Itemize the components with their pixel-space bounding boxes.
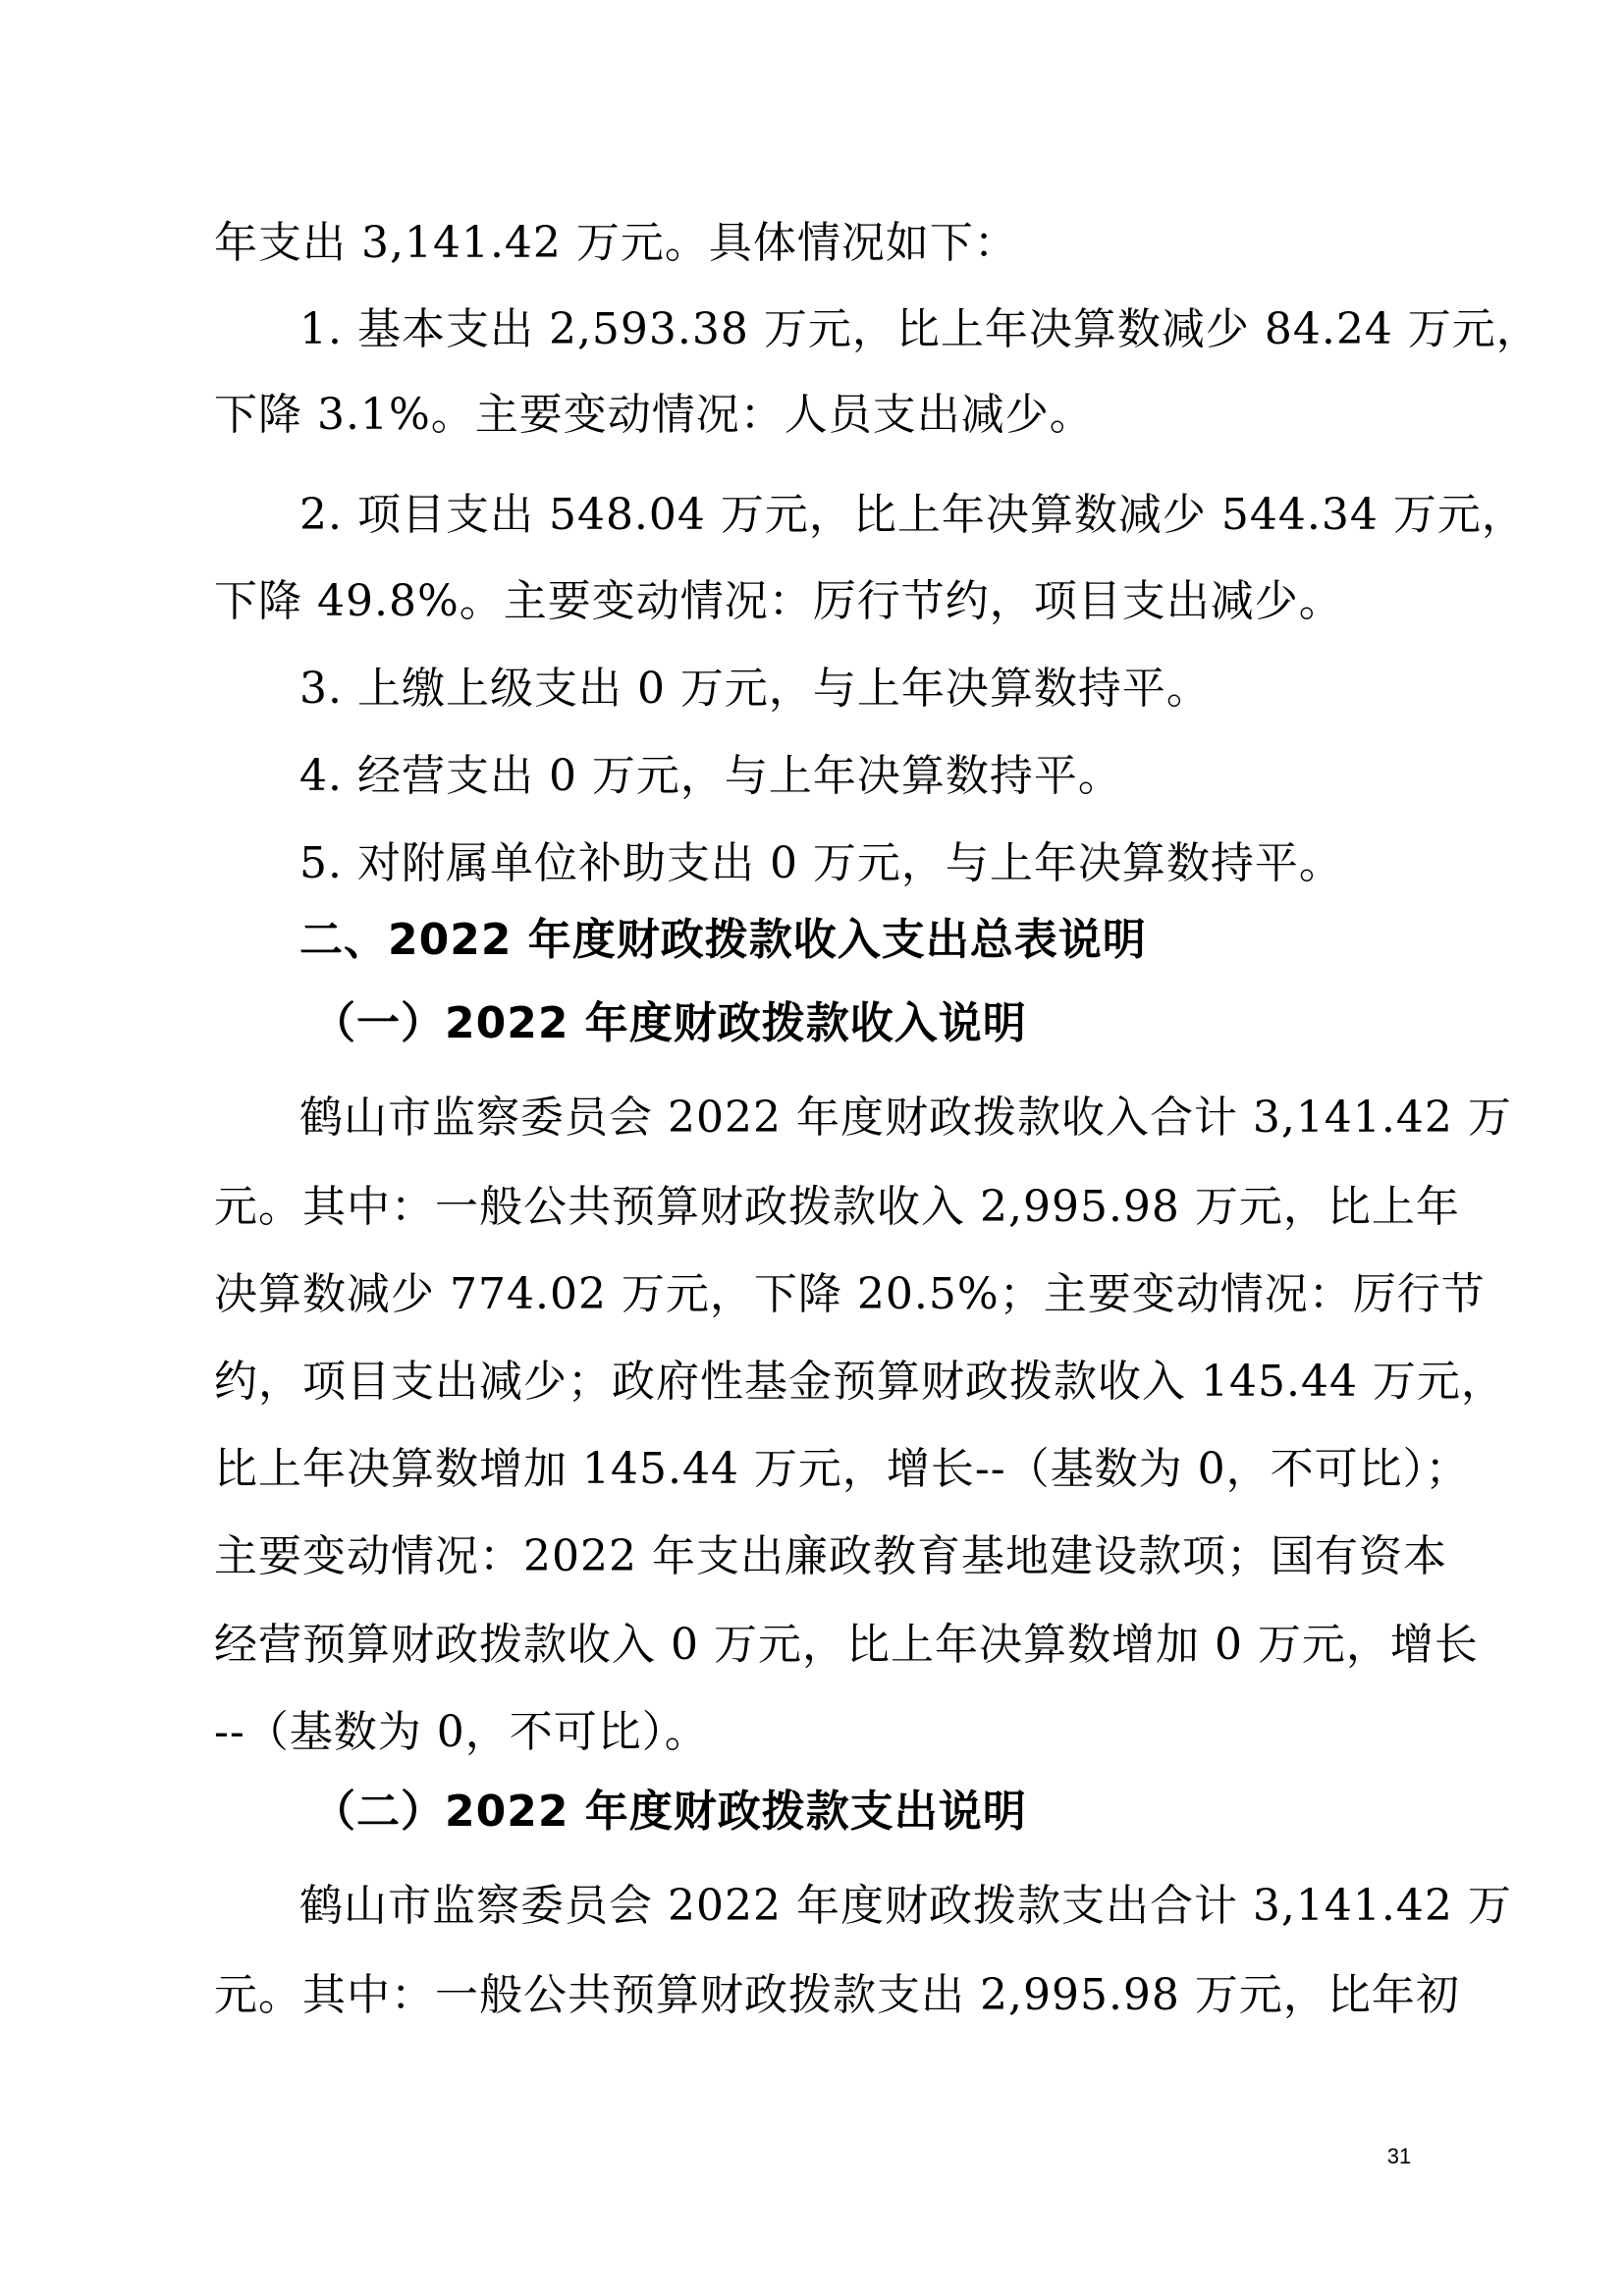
body-text-line: 下降 49.8%。主要变动情况：厉行节约，项目支出减少。 — [214, 576, 1343, 626]
body-text-line: 主要变动情况：2022 年支出廉政教育基地建设款项；国有资本 — [214, 1531, 1447, 1581]
list-item-project-expenditure: 2. 项目支出 548.04 万元，比上年决算数减少 544.34 万元， — [299, 490, 1526, 540]
list-item-upper-payment: 3. 上缴上级支出 0 万元，与上年决算数持平。 — [299, 664, 1211, 714]
body-text-line: 鹤山市监察委员会 2022 年度财政拨款收入合计 3,141.42 万 — [299, 1093, 1512, 1143]
body-text-line: 元。其中：一般公共预算财政拨款收入 2,995.98 万元，比上年 — [214, 1182, 1460, 1232]
subsection-heading-income: （一）2022 年度财政拨款收入说明 — [312, 998, 1027, 1048]
body-text-line: --（基数为 0，不可比）。 — [214, 1707, 709, 1757]
body-text-line: 决算数减少 774.02 万元，下降 20.5%；主要变动情况：厉行节 — [214, 1269, 1486, 1319]
list-item-operating-expenditure: 4. 经营支出 0 万元，与上年决算数持平。 — [299, 751, 1122, 801]
page-number: 31 — [1386, 2144, 1412, 2168]
body-text-line: 年支出 3,141.42 万元。具体情况如下： — [214, 218, 1018, 268]
list-item-basic-expenditure: 1. 基本支出 2,593.38 万元，比上年决算数减少 84.24 万元， — [299, 304, 1541, 354]
body-text-line: 比上年决算数增加 145.44 万元，增长--（基数为 0，不可比）； — [214, 1444, 1470, 1494]
section-heading: 二、2022 年度财政拨款收入支出总表说明 — [299, 915, 1147, 965]
body-text-line: 鹤山市监察委员会 2022 年度财政拨款支出合计 3,141.42 万 — [299, 1881, 1512, 1931]
body-text-line: 元。其中：一般公共预算财政拨款支出 2,995.98 万元，比年初 — [214, 1970, 1460, 2020]
body-text-line: 经营预算财政拨款收入 0 万元，比上年决算数增加 0 万元，增长 — [214, 1620, 1479, 1670]
list-item-subsidiary-subsidy: 5. 对附属单位补助支出 0 万元，与上年决算数持平。 — [299, 838, 1343, 888]
subsection-heading-expenditure: （二）2022 年度财政拨款支出说明 — [312, 1787, 1027, 1837]
body-text-line: 下降 3.1%。主要变动情况：人员支出减少。 — [214, 390, 1094, 440]
body-text-line: 约，项目支出减少；政府性基金预算财政拨款收入 145.44 万元， — [214, 1357, 1505, 1407]
